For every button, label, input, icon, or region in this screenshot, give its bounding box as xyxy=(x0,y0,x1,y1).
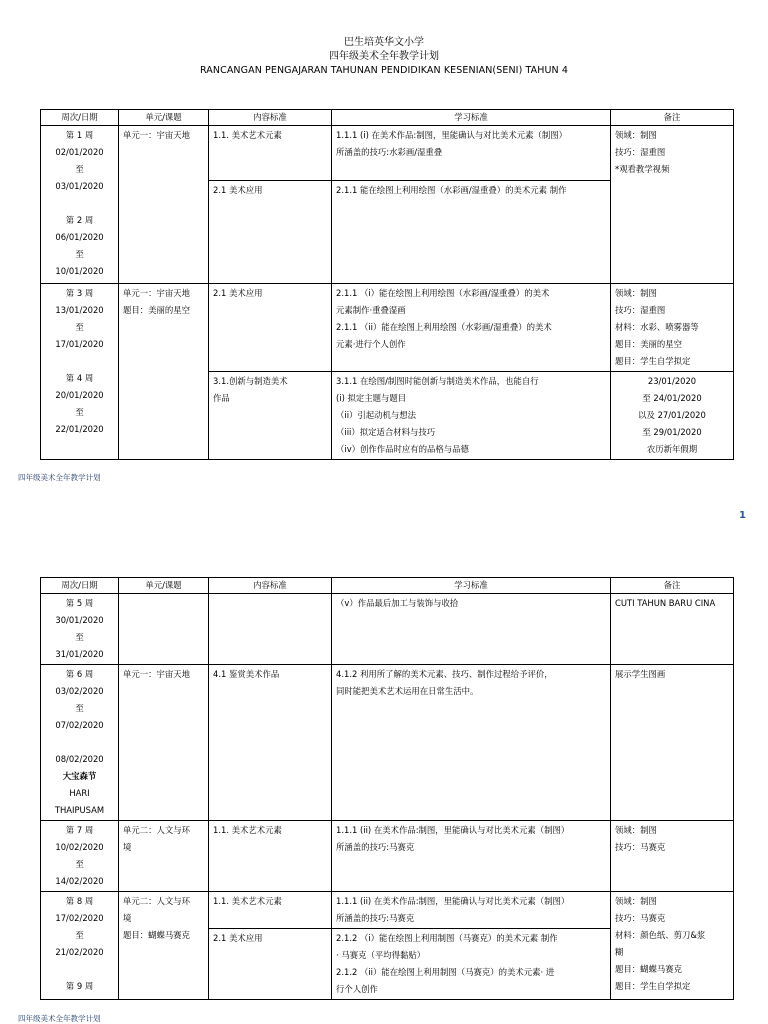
page-number: 1 xyxy=(739,510,746,521)
unit-cell: 单元二：人文与环 境 题目：蝴蝶马赛克 xyxy=(119,892,209,1000)
table-row xyxy=(41,594,734,665)
learning-standard-cell: 3.1.1 在绘图/制图时能创新与制造美术作品，也能自行 (i) 拟定主题与题目 （ii）引起动机与想法 （iii）拟定适合材料与技巧 （iv）创作作品时应有的品格与品德 xyxy=(332,372,611,460)
table-header-row xyxy=(41,110,734,126)
content-standard-cell: 2.1 美术应用 xyxy=(209,929,332,1000)
document-header xyxy=(0,36,768,78)
week-cell: 第 7 周 10/02/2020 至 14/02/2020 xyxy=(41,821,119,892)
plan-table-page-2 xyxy=(40,577,734,1000)
content-standard-cell: 2.1 美术应用 xyxy=(209,181,332,284)
header-learning-standard: 学习标准 xyxy=(332,578,611,594)
learning-standard-cell: 1.1.1 (ii) 在美术作品:制图，里能确认与对比美术元素（制图） 所涵盖的技巧:马赛克 xyxy=(332,821,611,892)
content-standard-cell: 4.1 鉴赏美术作品 xyxy=(209,665,332,821)
content-standard-cell: 3.1.创新与制造美术 作品 xyxy=(209,372,332,460)
notes-cell: 领域：制图 技巧：马赛克 材料：颜色纸、剪刀&浆 糊 题目：蝴蝶马赛克 题目：学生自学拟定 xyxy=(611,892,734,1000)
week-cell: 第 3 周 13/01/2020 至 17/01/2020 第 4 周 20/01/2020 至 22/01/2020 xyxy=(41,284,119,460)
page-footer: 四年级美术全年教学计划 xyxy=(18,1014,101,1023)
table-row xyxy=(41,892,734,929)
plan-title-en: RANCANGAN PENGAJARAN TAHUNAN PENDIDIKAN KESENIAN(SENI) TAHUN 4 xyxy=(199,65,569,76)
week-cell: 第 6 周 03/02/2020 至 07/02/2020 08/02/2020 大宝森节 HARI THAIPUSAM xyxy=(41,665,119,821)
header-notes: 备注 xyxy=(611,578,734,594)
unit-cell: 单元一：宇宙天地 题目：美丽的星空 xyxy=(119,284,209,460)
header-week: 周次/日期 xyxy=(41,578,119,594)
learning-standard-cell: 2.1.1 （i）能在绘图上利用绘图（水彩画/湿重叠）的美术 元素制作·重叠湿画 2.1.1 （ii）能在绘图上利用绘图（水彩画/湿重叠）的美术 元素·进行个人创作 xyxy=(332,284,611,372)
learning-standard-cell: 1.1.1 (ii) 在美术作品:制图，里能确认与对比美术元素（制图） 所涵盖的技巧:马赛克 xyxy=(332,892,611,929)
header-unit: 单元/课题 xyxy=(119,110,209,126)
learning-standard-cell: （v）作品最后加工与装饰与收拾 xyxy=(332,594,611,665)
week-cell: 第 1 周 02/01/2020 至 03/01/2020 第 2 周 06/01/2020 至 10/01/2020 xyxy=(41,126,119,284)
school-name: 巴生培英华文小学 xyxy=(344,37,424,48)
table-row xyxy=(41,126,734,181)
learning-standard-cell: 2.1.2 （i）能在绘图上利用制图（马赛克）的美术元素 制作 · 马赛克（平均得黏贴） 2.1.2 （ii）能在绘图上利用制图（马赛克）的美术元素· 进 行个人创作 xyxy=(332,929,611,1000)
notes-cell: 领域：制图 技巧：马赛克 xyxy=(611,821,734,892)
plan-table-page-1 xyxy=(40,109,734,460)
content-standard-cell: 1.1. 美术艺术元素 xyxy=(209,126,332,181)
header-week: 周次/日期 xyxy=(41,110,119,126)
learning-standard-cell: 4.1.2 利用所了解的美术元素、技巧、制作过程给予评价， 同时能把美术艺术运用在日常生活中。 xyxy=(332,665,611,821)
unit-cell: 单元一：宇宙天地 xyxy=(119,665,209,821)
week-cell: 第 5 周 30/01/2020 至 31/01/2020 xyxy=(41,594,119,665)
notes-cell: 领域：制图 技巧：湿重图 材料：水彩、喷雾器等 题目：美丽的星空 题目：学生自学拟定 xyxy=(611,284,734,372)
table-row xyxy=(41,665,734,821)
notes-cell: CUTI TAHUN BARU CINA xyxy=(611,594,734,665)
header-unit: 单元/课题 xyxy=(119,578,209,594)
content-standard-cell: 1.1. 美术艺术元素 xyxy=(209,821,332,892)
header-content-standard: 内容标准 xyxy=(209,110,332,126)
unit-cell: 单元二：人文与环 境 xyxy=(119,821,209,892)
notes-cell: 领域：制图 技巧：湿重图 *观看教学视频 xyxy=(611,126,734,284)
header-learning-standard: 学习标准 xyxy=(332,110,611,126)
learning-standard-cell: 1.1.1 (i) 在美术作品:制图，里能确认与对比美术元素（制图） 所涵盖的技巧:水彩画/湿重叠 xyxy=(332,126,611,181)
unit-cell xyxy=(119,594,209,665)
header-notes: 备注 xyxy=(611,110,734,126)
week-cell: 第 8 周 17/02/2020 至 21/02/2020 第 9 周 xyxy=(41,892,119,1000)
content-standard-cell xyxy=(209,594,332,665)
table-header-row xyxy=(41,578,734,594)
notes-cell: 展示学生图画 xyxy=(611,665,734,821)
table-row xyxy=(41,821,734,892)
unit-cell: 单元一：宇宙天地 xyxy=(119,126,209,284)
header-content-standard: 内容标准 xyxy=(209,578,332,594)
plan-title: 四年级美术全年教学计划 xyxy=(329,51,439,62)
table-row xyxy=(41,284,734,372)
notes-cell: 23/01/2020 至 24/01/2020 以及 27/01/2020 至 29/01/2020 农历新年假期 xyxy=(611,372,734,460)
content-standard-cell: 2.1 美术应用 xyxy=(209,284,332,372)
learning-standard-cell: 2.1.1 能在绘图上利用绘图（水彩画/湿重叠）的美术元素 制作 xyxy=(332,181,611,284)
page-footer: 四年级美术全年教学计划 xyxy=(18,473,101,482)
content-standard-cell: 1.1. 美术艺术元素 xyxy=(209,892,332,929)
